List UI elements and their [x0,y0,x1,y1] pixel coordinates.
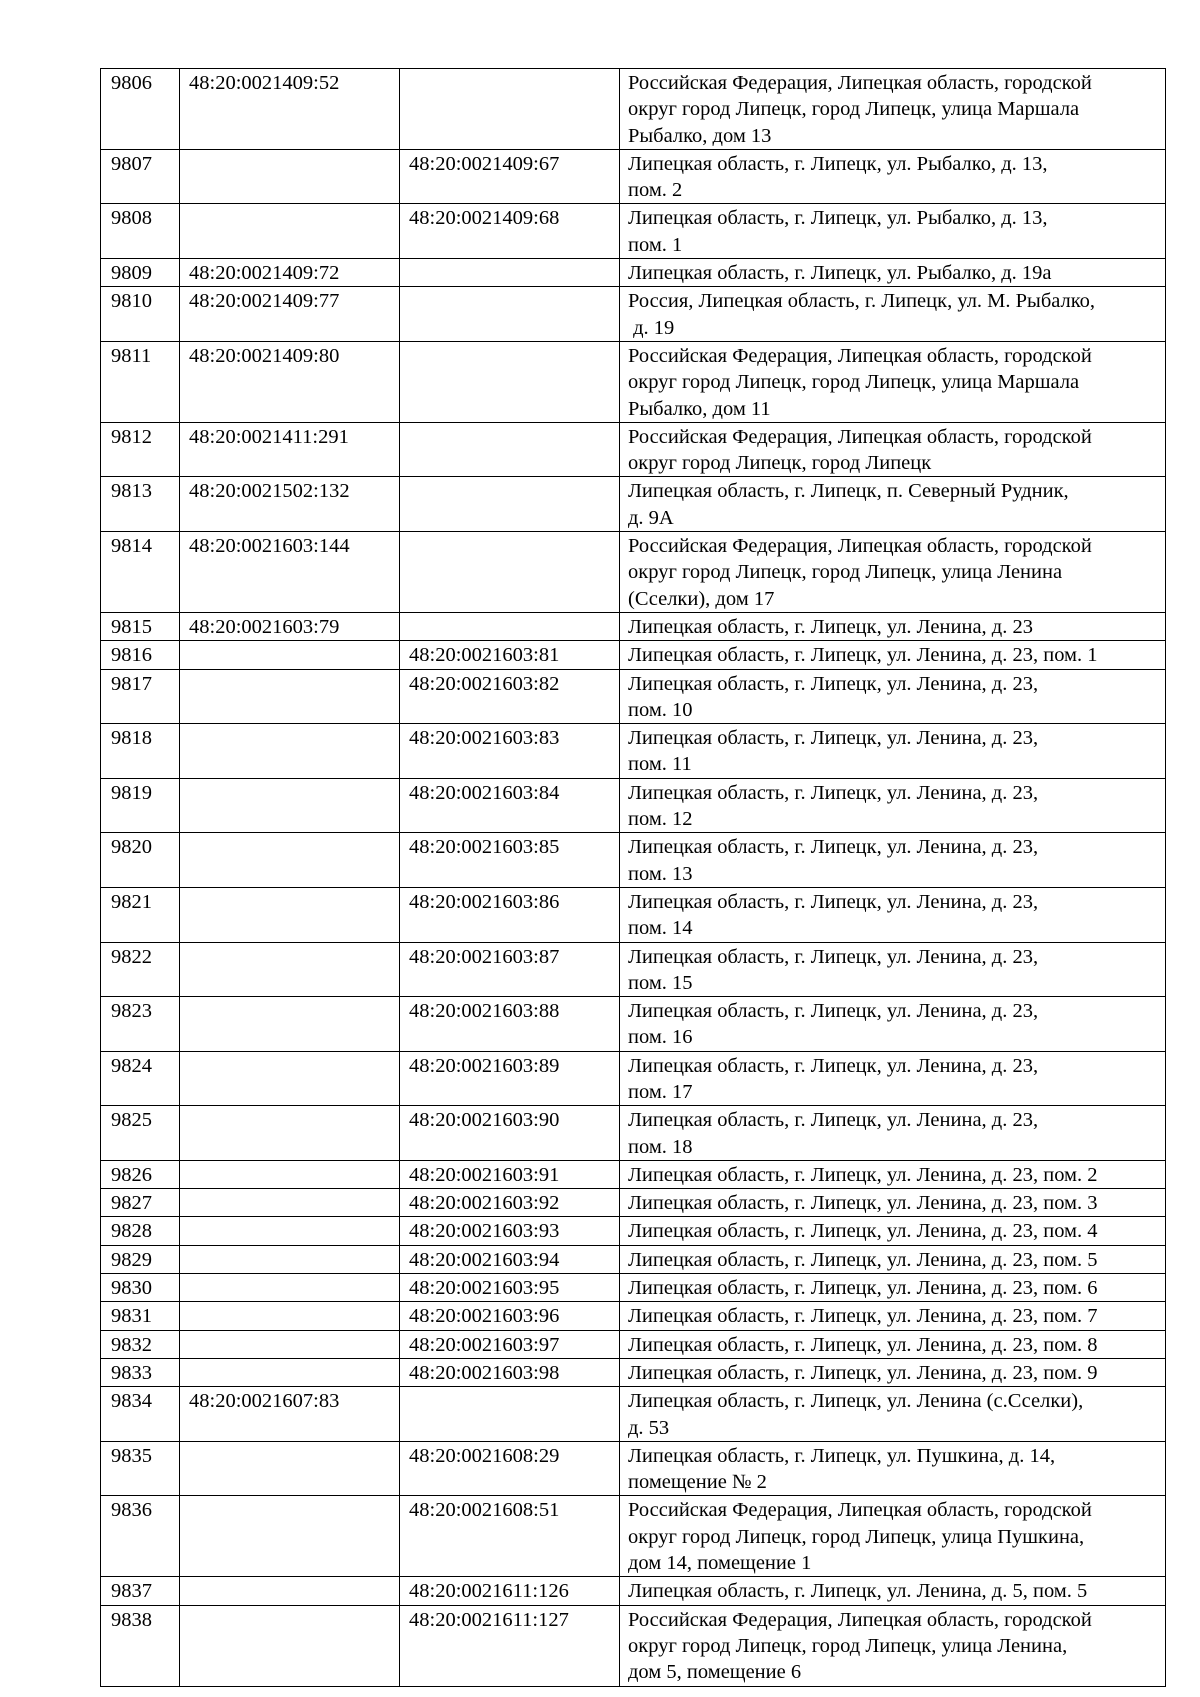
row-number-cell: 9829 [101,1245,180,1273]
object-cadastral-number-cell: 48:20:0021603:93 [400,1217,620,1245]
land-cadastral-number-cell [180,1441,400,1496]
address-cell: Российская Федерация, Липецкая область, городской округ город Липецк, город Липецк, улица Пушкина, дом 14, помещение 1 [620,1496,1166,1577]
table-row [101,1330,1166,1358]
object-cadastral-number-cell: 48:20:0021603:98 [400,1358,620,1386]
row-number-cell: 9819 [101,778,180,833]
address-cell: Липецкая область, г. Липецк, ул. Ленина, д. 23, пом. 16 [620,997,1166,1052]
address-cell: Липецкая область, г. Липецк, ул. Ленина, д. 23, пом. 2 [620,1160,1166,1188]
land-cadastral-number-cell [180,1577,400,1605]
row-number-cell: 9830 [101,1274,180,1302]
address-cell: Липецкая область, г. Липецк, ул. Ленина, д. 5, пом. 5 [620,1577,1166,1605]
address-cell: Липецкая область, г. Липецк, ул. Ленина, д. 23, пом. 17 [620,1051,1166,1106]
land-cadastral-number-cell [180,942,400,997]
address-cell: Липецкая область, г. Липецк, ул. Рыбалко, д. 13, пом. 1 [620,204,1166,259]
land-cadastral-number-cell [180,1106,400,1161]
row-number-cell: 9813 [101,477,180,532]
row-number-cell: 9826 [101,1160,180,1188]
land-cadastral-number-cell [180,1302,400,1330]
address-cell: Липецкая область, г. Липецк, ул. Ленина, д. 23, пом. 11 [620,724,1166,779]
land-cadastral-number-cell [180,1189,400,1217]
address-cell: Липецкая область, г. Липецк, ул. Ленина, д. 23, пом. 12 [620,778,1166,833]
table-row [101,997,1166,1052]
row-number-cell: 9816 [101,641,180,669]
object-cadastral-number-cell: 48:20:0021603:84 [400,778,620,833]
land-cadastral-number-cell [180,1051,400,1106]
address-cell: Российская Федерация, Липецкая область, городской округ город Липецк, город Липецк, улица Ленина (Сселки), дом 17 [620,532,1166,613]
address-cell: Липецкая область, г. Липецк, ул. Ленина, д. 23, пом. 10 [620,669,1166,724]
table-row [101,1496,1166,1577]
land-cadastral-number-cell: 48:20:0021409:77 [180,287,400,342]
object-cadastral-number-cell [400,259,620,287]
row-number-cell: 9806 [101,69,180,150]
table-body [101,69,1166,1687]
table-row [101,1577,1166,1605]
land-cadastral-number-cell: 48:20:0021607:83 [180,1387,400,1442]
row-number-cell: 9822 [101,942,180,997]
address-cell: Российская Федерация, Липецкая область, городской округ город Липецк, город Липецк, улица Ленина, дом 5, помещение 6 [620,1605,1166,1686]
object-cadastral-number-cell: 48:20:0021603:85 [400,833,620,888]
address-cell: Липецкая область, г. Липецк, ул. Ленина, д. 23, пом. 1 [620,641,1166,669]
object-cadastral-number-cell: 48:20:0021608:29 [400,1441,620,1496]
table-row [101,287,1166,342]
address-cell: Россия, Липецкая область, г. Липецк, ул. М. Рыбалко, д. 19 [620,287,1166,342]
row-number-cell: 9835 [101,1441,180,1496]
document-page [100,68,1165,1687]
object-cadastral-number-cell: 48:20:0021603:88 [400,997,620,1052]
address-cell: Липецкая область, г. Липецк, ул. Ленина, д. 23, пом. 5 [620,1245,1166,1273]
land-cadastral-number-cell: 48:20:0021502:132 [180,477,400,532]
row-number-cell: 9836 [101,1496,180,1577]
land-cadastral-number-cell: 48:20:0021411:291 [180,422,400,477]
table-row [101,612,1166,640]
table-row [101,942,1166,997]
land-cadastral-number-cell: 48:20:0021603:79 [180,612,400,640]
row-number-cell: 9810 [101,287,180,342]
table-row [101,149,1166,204]
land-cadastral-number-cell [180,833,400,888]
object-cadastral-number-cell [400,287,620,342]
row-number-cell: 9823 [101,997,180,1052]
land-cadastral-number-cell [180,724,400,779]
row-number-cell: 9815 [101,612,180,640]
row-number-cell: 9824 [101,1051,180,1106]
object-cadastral-number-cell: 48:20:0021603:96 [400,1302,620,1330]
object-cadastral-number-cell [400,341,620,422]
row-number-cell: 9838 [101,1605,180,1686]
land-cadastral-number-cell [180,641,400,669]
address-cell: Липецкая область, г. Липецк, ул. Ленина, д. 23, пом. 7 [620,1302,1166,1330]
land-cadastral-number-cell [180,204,400,259]
land-cadastral-number-cell: 48:20:0021603:144 [180,532,400,613]
object-cadastral-number-cell [400,477,620,532]
address-cell: Липецкая область, г. Липецк, ул. Ленина, д. 23 [620,612,1166,640]
table-row [101,833,1166,888]
table-row [101,669,1166,724]
table-row [101,1189,1166,1217]
object-cadastral-number-cell: 48:20:0021603:83 [400,724,620,779]
row-number-cell: 9833 [101,1358,180,1386]
row-number-cell: 9808 [101,204,180,259]
land-cadastral-number-cell [180,887,400,942]
row-number-cell: 9828 [101,1217,180,1245]
row-number-cell: 9811 [101,341,180,422]
object-cadastral-number-cell: 48:20:0021611:127 [400,1605,620,1686]
table-row [101,1051,1166,1106]
land-cadastral-number-cell [180,778,400,833]
address-cell: Липецкая область, г. Липецк, ул. Ленина, д. 23, пом. 13 [620,833,1166,888]
object-cadastral-number-cell [400,612,620,640]
row-number-cell: 9814 [101,532,180,613]
table-row [101,1358,1166,1386]
object-cadastral-number-cell: 48:20:0021603:92 [400,1189,620,1217]
table-row [101,1274,1166,1302]
object-cadastral-number-cell [400,422,620,477]
row-number-cell: 9832 [101,1330,180,1358]
address-cell: Российская Федерация, Липецкая область, городской округ город Липецк, город Липецк, улица Маршала Рыбалко, дом 13 [620,69,1166,150]
land-cadastral-number-cell [180,1217,400,1245]
row-number-cell: 9821 [101,887,180,942]
object-cadastral-number-cell: 48:20:0021603:89 [400,1051,620,1106]
table-row [101,1106,1166,1161]
land-cadastral-number-cell: 48:20:0021409:80 [180,341,400,422]
table-row [101,1160,1166,1188]
property-table [100,68,1166,1687]
object-cadastral-number-cell: 48:20:0021603:82 [400,669,620,724]
object-cadastral-number-cell: 48:20:0021603:81 [400,641,620,669]
table-row [101,204,1166,259]
land-cadastral-number-cell [180,997,400,1052]
table-row [101,887,1166,942]
address-cell: Липецкая область, г. Липецк, ул. Ленина, д. 23, пом. 3 [620,1189,1166,1217]
table-row [101,1302,1166,1330]
object-cadastral-number-cell: 48:20:0021603:91 [400,1160,620,1188]
table-row [101,69,1166,150]
row-number-cell: 9825 [101,1106,180,1161]
row-number-cell: 9831 [101,1302,180,1330]
row-number-cell: 9817 [101,669,180,724]
address-cell: Липецкая область, г. Липецк, ул. Ленина (с.Сселки), д. 53 [620,1387,1166,1442]
object-cadastral-number-cell: 48:20:0021603:87 [400,942,620,997]
address-cell: Липецкая область, г. Липецк, ул. Ленина, д. 23, пом. 15 [620,942,1166,997]
address-cell: Липецкая область, г. Липецк, ул. Пушкина, д. 14, помещение № 2 [620,1441,1166,1496]
land-cadastral-number-cell [180,669,400,724]
address-cell: Российская Федерация, Липецкая область, городской округ город Липецк, город Липецк [620,422,1166,477]
object-cadastral-number-cell: 48:20:0021603:94 [400,1245,620,1273]
object-cadastral-number-cell: 48:20:0021603:90 [400,1106,620,1161]
land-cadastral-number-cell: 48:20:0021409:72 [180,259,400,287]
table-row [101,1217,1166,1245]
object-cadastral-number-cell: 48:20:0021603:86 [400,887,620,942]
object-cadastral-number-cell: 48:20:0021603:95 [400,1274,620,1302]
table-row [101,724,1166,779]
address-cell: Липецкая область, г. Липецк, ул. Ленина, д. 23, пом. 9 [620,1358,1166,1386]
land-cadastral-number-cell [180,149,400,204]
land-cadastral-number-cell [180,1358,400,1386]
table-row [101,641,1166,669]
object-cadastral-number-cell: 48:20:0021603:97 [400,1330,620,1358]
land-cadastral-number-cell [180,1496,400,1577]
land-cadastral-number-cell [180,1330,400,1358]
land-cadastral-number-cell [180,1605,400,1686]
address-cell: Липецкая область, г. Липецк, ул. Ленина, д. 23, пом. 4 [620,1217,1166,1245]
table-row [101,422,1166,477]
table-row [101,259,1166,287]
table-row [101,1387,1166,1442]
object-cadastral-number-cell: 48:20:0021611:126 [400,1577,620,1605]
table-row [101,477,1166,532]
row-number-cell: 9807 [101,149,180,204]
address-cell: Липецкая область, г. Липецк, ул. Ленина, д. 23, пом. 6 [620,1274,1166,1302]
address-cell: Липецкая область, г. Липецк, ул. Ленина, д. 23, пом. 18 [620,1106,1166,1161]
table-row [101,1245,1166,1273]
land-cadastral-number-cell [180,1245,400,1273]
object-cadastral-number-cell: 48:20:0021409:68 [400,204,620,259]
row-number-cell: 9834 [101,1387,180,1442]
land-cadastral-number-cell: 48:20:0021409:52 [180,69,400,150]
object-cadastral-number-cell: 48:20:0021409:67 [400,149,620,204]
table-row [101,1441,1166,1496]
row-number-cell: 9812 [101,422,180,477]
object-cadastral-number-cell [400,1387,620,1442]
land-cadastral-number-cell [180,1274,400,1302]
object-cadastral-number-cell [400,532,620,613]
row-number-cell: 9820 [101,833,180,888]
address-cell: Липецкая область, г. Липецк, ул. Рыбалко, д. 19а [620,259,1166,287]
address-cell: Липецкая область, г. Липецк, ул. Ленина, д. 23, пом. 8 [620,1330,1166,1358]
table-row [101,532,1166,613]
table-row [101,341,1166,422]
object-cadastral-number-cell: 48:20:0021608:51 [400,1496,620,1577]
table-row [101,1605,1166,1686]
address-cell: Липецкая область, г. Липецк, ул. Рыбалко, д. 13, пом. 2 [620,149,1166,204]
land-cadastral-number-cell [180,1160,400,1188]
address-cell: Российская Федерация, Липецкая область, городской округ город Липецк, город Липецк, улица Маршала Рыбалко, дом 11 [620,341,1166,422]
row-number-cell: 9827 [101,1189,180,1217]
address-cell: Липецкая область, г. Липецк, ул. Ленина, д. 23, пом. 14 [620,887,1166,942]
table-row [101,778,1166,833]
row-number-cell: 9809 [101,259,180,287]
object-cadastral-number-cell [400,69,620,150]
address-cell: Липецкая область, г. Липецк, п. Северный Рудник, д. 9А [620,477,1166,532]
row-number-cell: 9818 [101,724,180,779]
row-number-cell: 9837 [101,1577,180,1605]
